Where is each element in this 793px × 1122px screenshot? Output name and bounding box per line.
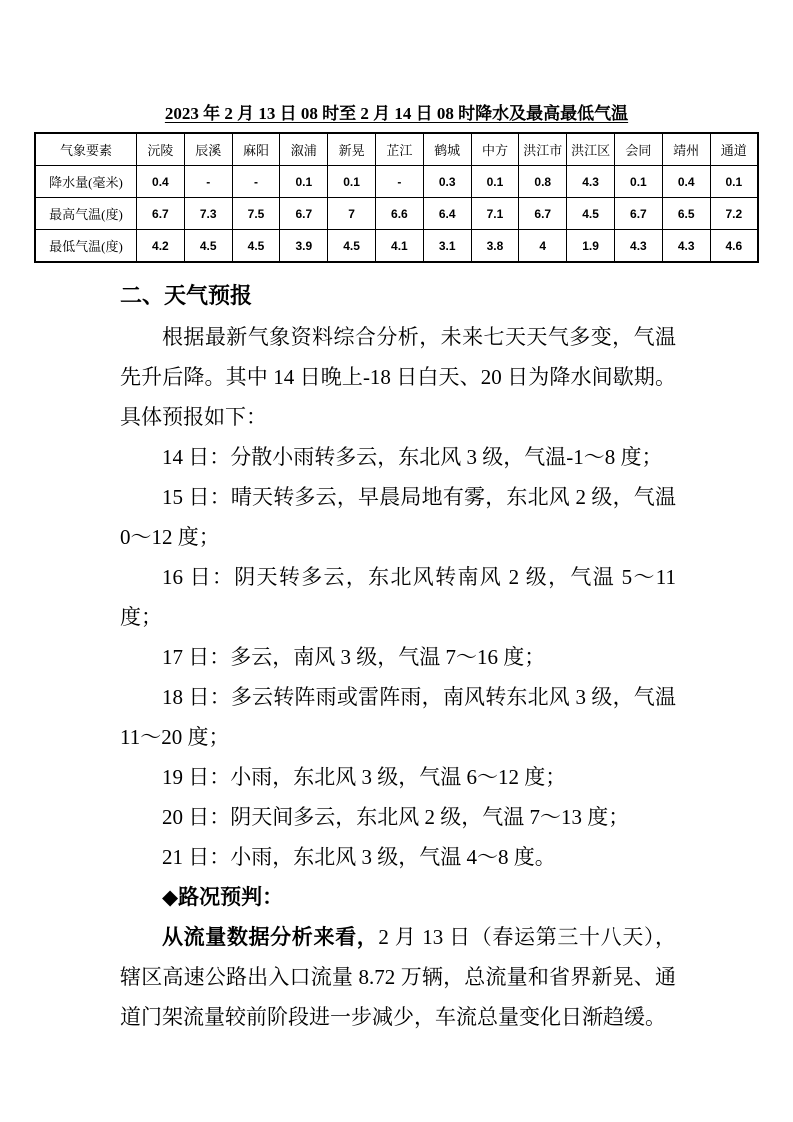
table-cell: 4.2	[137, 230, 185, 263]
table-cell: 6.7	[137, 198, 185, 230]
forecast-day-line: 20 日：阴天间多云，东北风 2 级，气温 7～13 度；	[162, 805, 630, 829]
column-header-city: 芷江	[375, 133, 423, 166]
table-cell: 3.9	[280, 230, 328, 263]
table-cell: -	[232, 166, 280, 198]
table-cell: 6.5	[662, 198, 710, 230]
row-label: 最低气温(度)	[35, 230, 137, 263]
road-body-text: 2 月 13 日（春运第三十八天），辖区高速公路出入口流量 8.72 万辆，总流量和省界新晃、通道门架流量较前阶段进一步减少，车流总量变化日渐趋缓。	[120, 925, 677, 1029]
column-header-city: 麻阳	[232, 133, 280, 166]
column-header-city: 洪江市	[519, 133, 567, 166]
table-cell: 0.1	[614, 166, 662, 198]
road-paragraph	[120, 917, 676, 1037]
table-cell: 6.4	[423, 198, 471, 230]
table-cell: 4.5	[184, 230, 232, 263]
column-header-city: 靖州	[662, 133, 710, 166]
table-cell: 6.7	[519, 198, 567, 230]
forecast-day-line: 18 日：多云转阵雨或雷阵雨，南风转东北风 3 级，气温 11～20 度；	[120, 685, 676, 749]
table-cell: 0.8	[519, 166, 567, 198]
column-header-city: 鹤城	[423, 133, 471, 166]
table-cell: 3.8	[471, 230, 519, 263]
table-cell: 0.4	[662, 166, 710, 198]
table-cell: 6.7	[280, 198, 328, 230]
table-cell: 4.3	[614, 230, 662, 263]
forecast-intro-paragraph: 根据最新气象资料综合分析，未来七天天气多变，气温先升后降。其中 14 日晚上-18 日白天、20 日为降水间歇期。具体预报如下：	[120, 325, 676, 429]
forecast-day-line: 21 日：小雨，东北风 3 级，气温 4～8 度。	[162, 845, 556, 869]
table-cell: 7.2	[710, 198, 758, 230]
column-header-city: 洪江区	[567, 133, 615, 166]
forecast-section-heading: 二、天气预报	[120, 283, 253, 308]
table-cell: 4.3	[662, 230, 710, 263]
forecast-day-line: 16 日：阴天转多云，东北风转南风 2 级，气温 5～11 度；	[120, 565, 676, 629]
column-header-city: 中方	[471, 133, 519, 166]
table-cell: 4.5	[328, 230, 376, 263]
table-cell: 7.3	[184, 198, 232, 230]
road-lead-bold: 从流量数据分析来看，	[162, 925, 379, 949]
table-cell: 6.7	[614, 198, 662, 230]
forecast-day-line: 15 日：晴天转多云，早晨局地有雾，东北风 2 级，气温 0～12 度；	[120, 485, 676, 549]
table-cell: 7	[328, 198, 376, 230]
table-cell: 0.1	[710, 166, 758, 198]
table-cell: 4.1	[375, 230, 423, 263]
table-cell: 7.1	[471, 198, 519, 230]
table-row	[35, 230, 758, 263]
document-body	[120, 275, 676, 1037]
table-cell: 0.3	[423, 166, 471, 198]
table-row	[35, 198, 758, 230]
column-header-city: 沅陵	[137, 133, 185, 166]
table-cell: 4.3	[567, 166, 615, 198]
row-label: 降水量(毫米)	[35, 166, 137, 198]
table-cell: 1.9	[567, 230, 615, 263]
road-section-heading: ◆路况预判：	[162, 885, 284, 909]
weather-table	[34, 132, 759, 263]
table-cell: 0.1	[328, 166, 376, 198]
table-cell: 7.5	[232, 198, 280, 230]
column-header-city: 通道	[710, 133, 758, 166]
forecast-day-line: 14 日：分散小雨转多云，东北风 3 级，气温-1～8 度；	[162, 445, 663, 469]
column-header-city: 辰溪	[184, 133, 232, 166]
row-label: 最高气温(度)	[35, 198, 137, 230]
table-cell: 4.5	[232, 230, 280, 263]
column-header-city: 溆浦	[280, 133, 328, 166]
table-cell: -	[184, 166, 232, 198]
table-title-text: 2023 年 2 月 13 日 08 时至 2 月 14 日 08 时降水及最高最低气温	[164, 104, 629, 123]
table-cell: 4	[519, 230, 567, 263]
table-title	[0, 0, 793, 126]
table-cell: 0.4	[137, 166, 185, 198]
table-cell: 0.1	[280, 166, 328, 198]
table-cell: 6.6	[375, 198, 423, 230]
table-cell: 3.1	[423, 230, 471, 263]
daily-forecast-list	[120, 437, 676, 877]
forecast-day-line: 19 日：小雨，东北风 3 级，气温 6～12 度；	[162, 765, 567, 789]
table-cell: 4.5	[567, 198, 615, 230]
table-cell: 4.6	[710, 230, 758, 263]
column-header-label: 气象要素	[35, 133, 137, 166]
table-body	[35, 166, 758, 263]
column-header-city: 会同	[614, 133, 662, 166]
column-header-city: 新晃	[328, 133, 376, 166]
table-cell: 0.1	[471, 166, 519, 198]
table-row	[35, 166, 758, 198]
table-header-row	[35, 133, 758, 166]
forecast-day-line: 17 日：多云，南风 3 级，气温 7～16 度；	[162, 645, 546, 669]
table-cell: -	[375, 166, 423, 198]
